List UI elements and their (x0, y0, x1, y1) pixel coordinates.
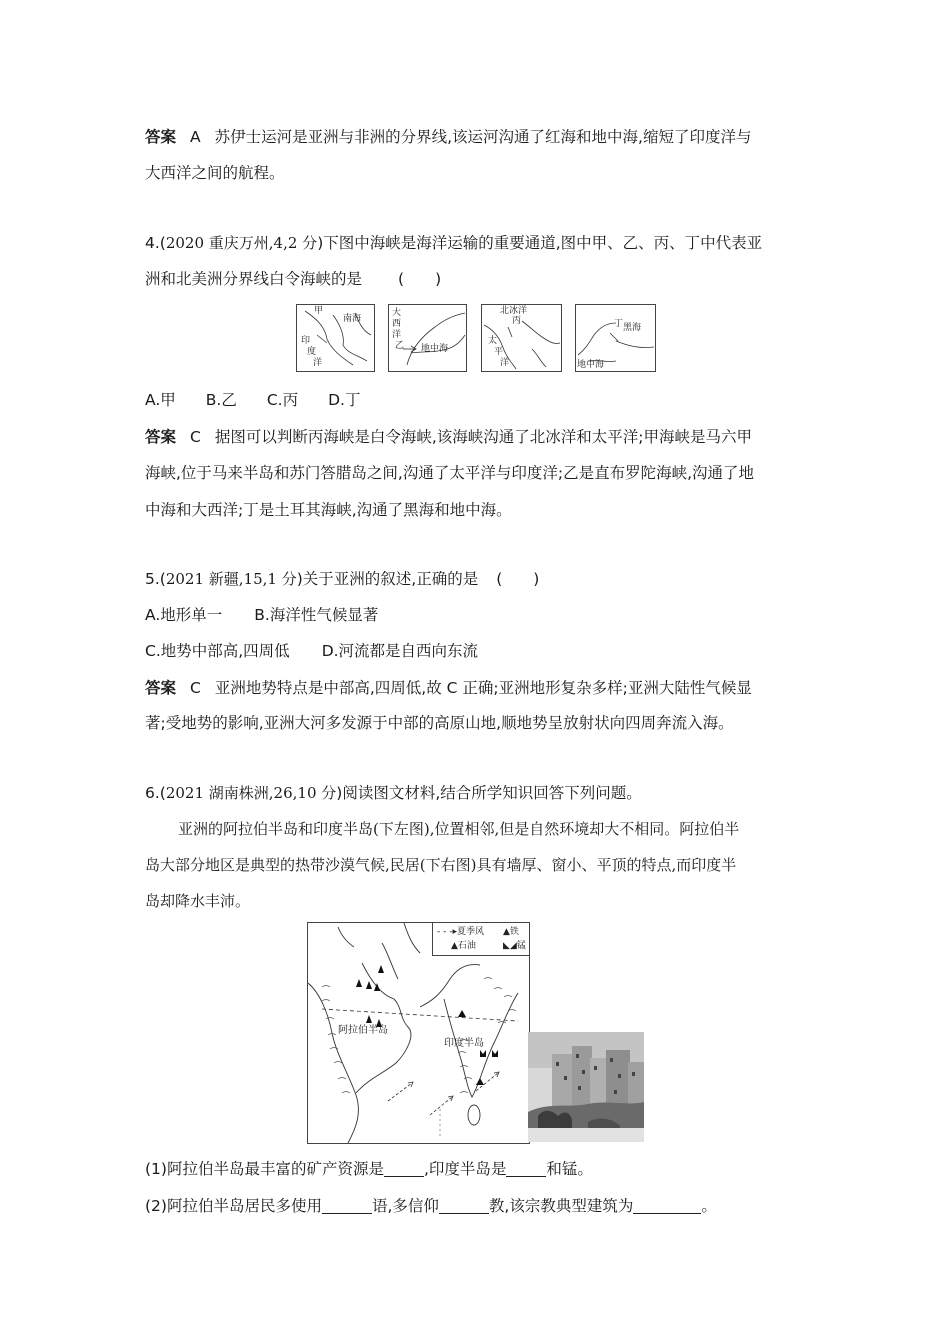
map-strait-jia: 甲 南海 印 度 洋 (296, 304, 375, 372)
q4-stem-line-1: 4.(2020 重庆万州,4,2 分)下图中海峡是海洋运输的重要通道,图中甲、乙、丙、丁中代表亚 (145, 234, 763, 252)
q4-stem-line-2: 洲和北美洲分界线白令海峡的是 ( ) (145, 270, 442, 288)
q6-material-line-3: 岛却降水丰沛。 (145, 892, 251, 910)
q4-answer-label: 答案 (145, 428, 177, 446)
q6-sub-2: (2)阿拉伯半岛居民多使用 语,多信仰 教,该宗教典型建筑为 。 (145, 1197, 717, 1215)
legend-iron: ▲铁 (503, 927, 519, 937)
legend-oil: ▲石油 (451, 941, 476, 951)
q4-option-a: A.甲 (145, 391, 176, 409)
q6-sub-1: (1)阿拉伯半岛最丰富的矿产资源是 ,印度半岛是 和锰。 (145, 1160, 593, 1178)
arabian-dwelling-photo (528, 1032, 644, 1142)
q6-material-line-2: 岛大部分地区是典型的热带沙漠气候,民居(下右图)具有墙厚、窗小、平顶的特点,而印度半 (145, 856, 737, 874)
q5-options-row-2 (145, 640, 478, 662)
q4-option-d: D.丁 (328, 391, 361, 409)
q5-stem: 5.(2021 新疆,15,1 分)关于亚洲的叙述,正确的是 ( ) (145, 570, 540, 588)
q4-option-c: C.丙 (266, 391, 299, 409)
q3-answer-line-2: 大西洋之间的航程。 (145, 164, 285, 182)
q5-answer-line-1: 答案 C 亚洲地势特点是中部高,四周低,故 C 正确;亚洲地形复杂多样;亚洲大陆性气候显 (145, 679, 752, 697)
q6-material-line-1: 亚洲的阿拉伯半岛和印度半岛(下左图),位置相邻,但是自然环境却大不相同。阿拉伯半 (178, 820, 740, 838)
legend-monsoon: - - -▸夏季风 (437, 927, 484, 937)
label-indian-peninsula: 印度半岛 (444, 1038, 484, 1049)
q3-answer-letter: A (190, 128, 201, 146)
blank-india-mineral[interactable] (506, 1160, 546, 1177)
dwelling-photo-drawing (528, 1032, 644, 1142)
q5-answer-label: 答案 (145, 679, 177, 697)
q4-answer-line-1: 答案 C 据图可以判断丙海峡是白令海峡,该海峡沟通了北冰洋和太平洋;甲海峡是马六甲 (145, 428, 752, 446)
q6-stem: 6.(2021 湖南株洲,26,10 分)阅读图文材料,结合所学知识回答下列问题。 (145, 784, 642, 802)
blank-arabia-mineral[interactable] (384, 1160, 424, 1177)
map-strait-yi: 大 西 洋 乙 地中海 (388, 304, 467, 372)
q4-answer-line-2: 海峡,位于马来半岛和苏门答腊岛之间,沟通了太平洋与印度洋;乙是直布罗陀海峡,沟通了地 (145, 464, 755, 482)
legend-manganese: ◣◢锰 (503, 941, 526, 951)
blank-language[interactable] (322, 1197, 372, 1214)
label-arabian-peninsula: 阿拉伯半岛 (338, 1025, 388, 1036)
q4-bracket: ( ) (398, 270, 442, 288)
q3-answer-line-1 (145, 126, 751, 148)
q5-option-a: A.地形单一 (145, 606, 223, 624)
q4-options (145, 389, 360, 411)
blank-architecture[interactable] (633, 1197, 701, 1214)
q5-source: 2021 新疆,15,1 分 (165, 570, 297, 588)
blank-religion[interactable] (439, 1197, 489, 1214)
q5-option-b: B.海洋性气候显著 (254, 606, 379, 624)
q5-option-c: C.地势中部高,四周低 (145, 642, 290, 660)
q5-bracket: ( ) (496, 570, 540, 588)
q6-source: 2021 湖南株洲,26,10 分 (165, 784, 337, 802)
q4-source: 2020 重庆万州,4,2 分 (165, 234, 318, 252)
q3-explanation-1: 苏伊士运河是亚洲与非洲的分界线,该运河沟通了红海和地中海,缩短了印度洋与 (214, 128, 752, 146)
q4-answer-line-3: 中海和大西洋;丁是土耳其海峡,沟通了黑海和地中海。 (145, 501, 512, 519)
q4-option-b: B.乙 (205, 391, 237, 409)
q5-answer-line-2: 著;受地势的影响,亚洲大河多发源于中部的高原山地,顺地势呈放射状向四周奔流入海。 (145, 714, 734, 732)
q3-answer-label: 答案 (145, 128, 177, 146)
q5-options-row-1 (145, 604, 378, 626)
q4-answer-letter: C (190, 428, 201, 446)
map-strait-ding: 丁 黑海 地中海 (575, 304, 656, 372)
q5-option-d: D.河流都是自西向东流 (321, 642, 479, 660)
q5-answer-letter: C (190, 679, 201, 697)
map-strait-bing: 北冰洋 丙 太 平 洋 (481, 304, 562, 372)
arabia-india-map (307, 922, 530, 1144)
map-legend (432, 923, 529, 956)
